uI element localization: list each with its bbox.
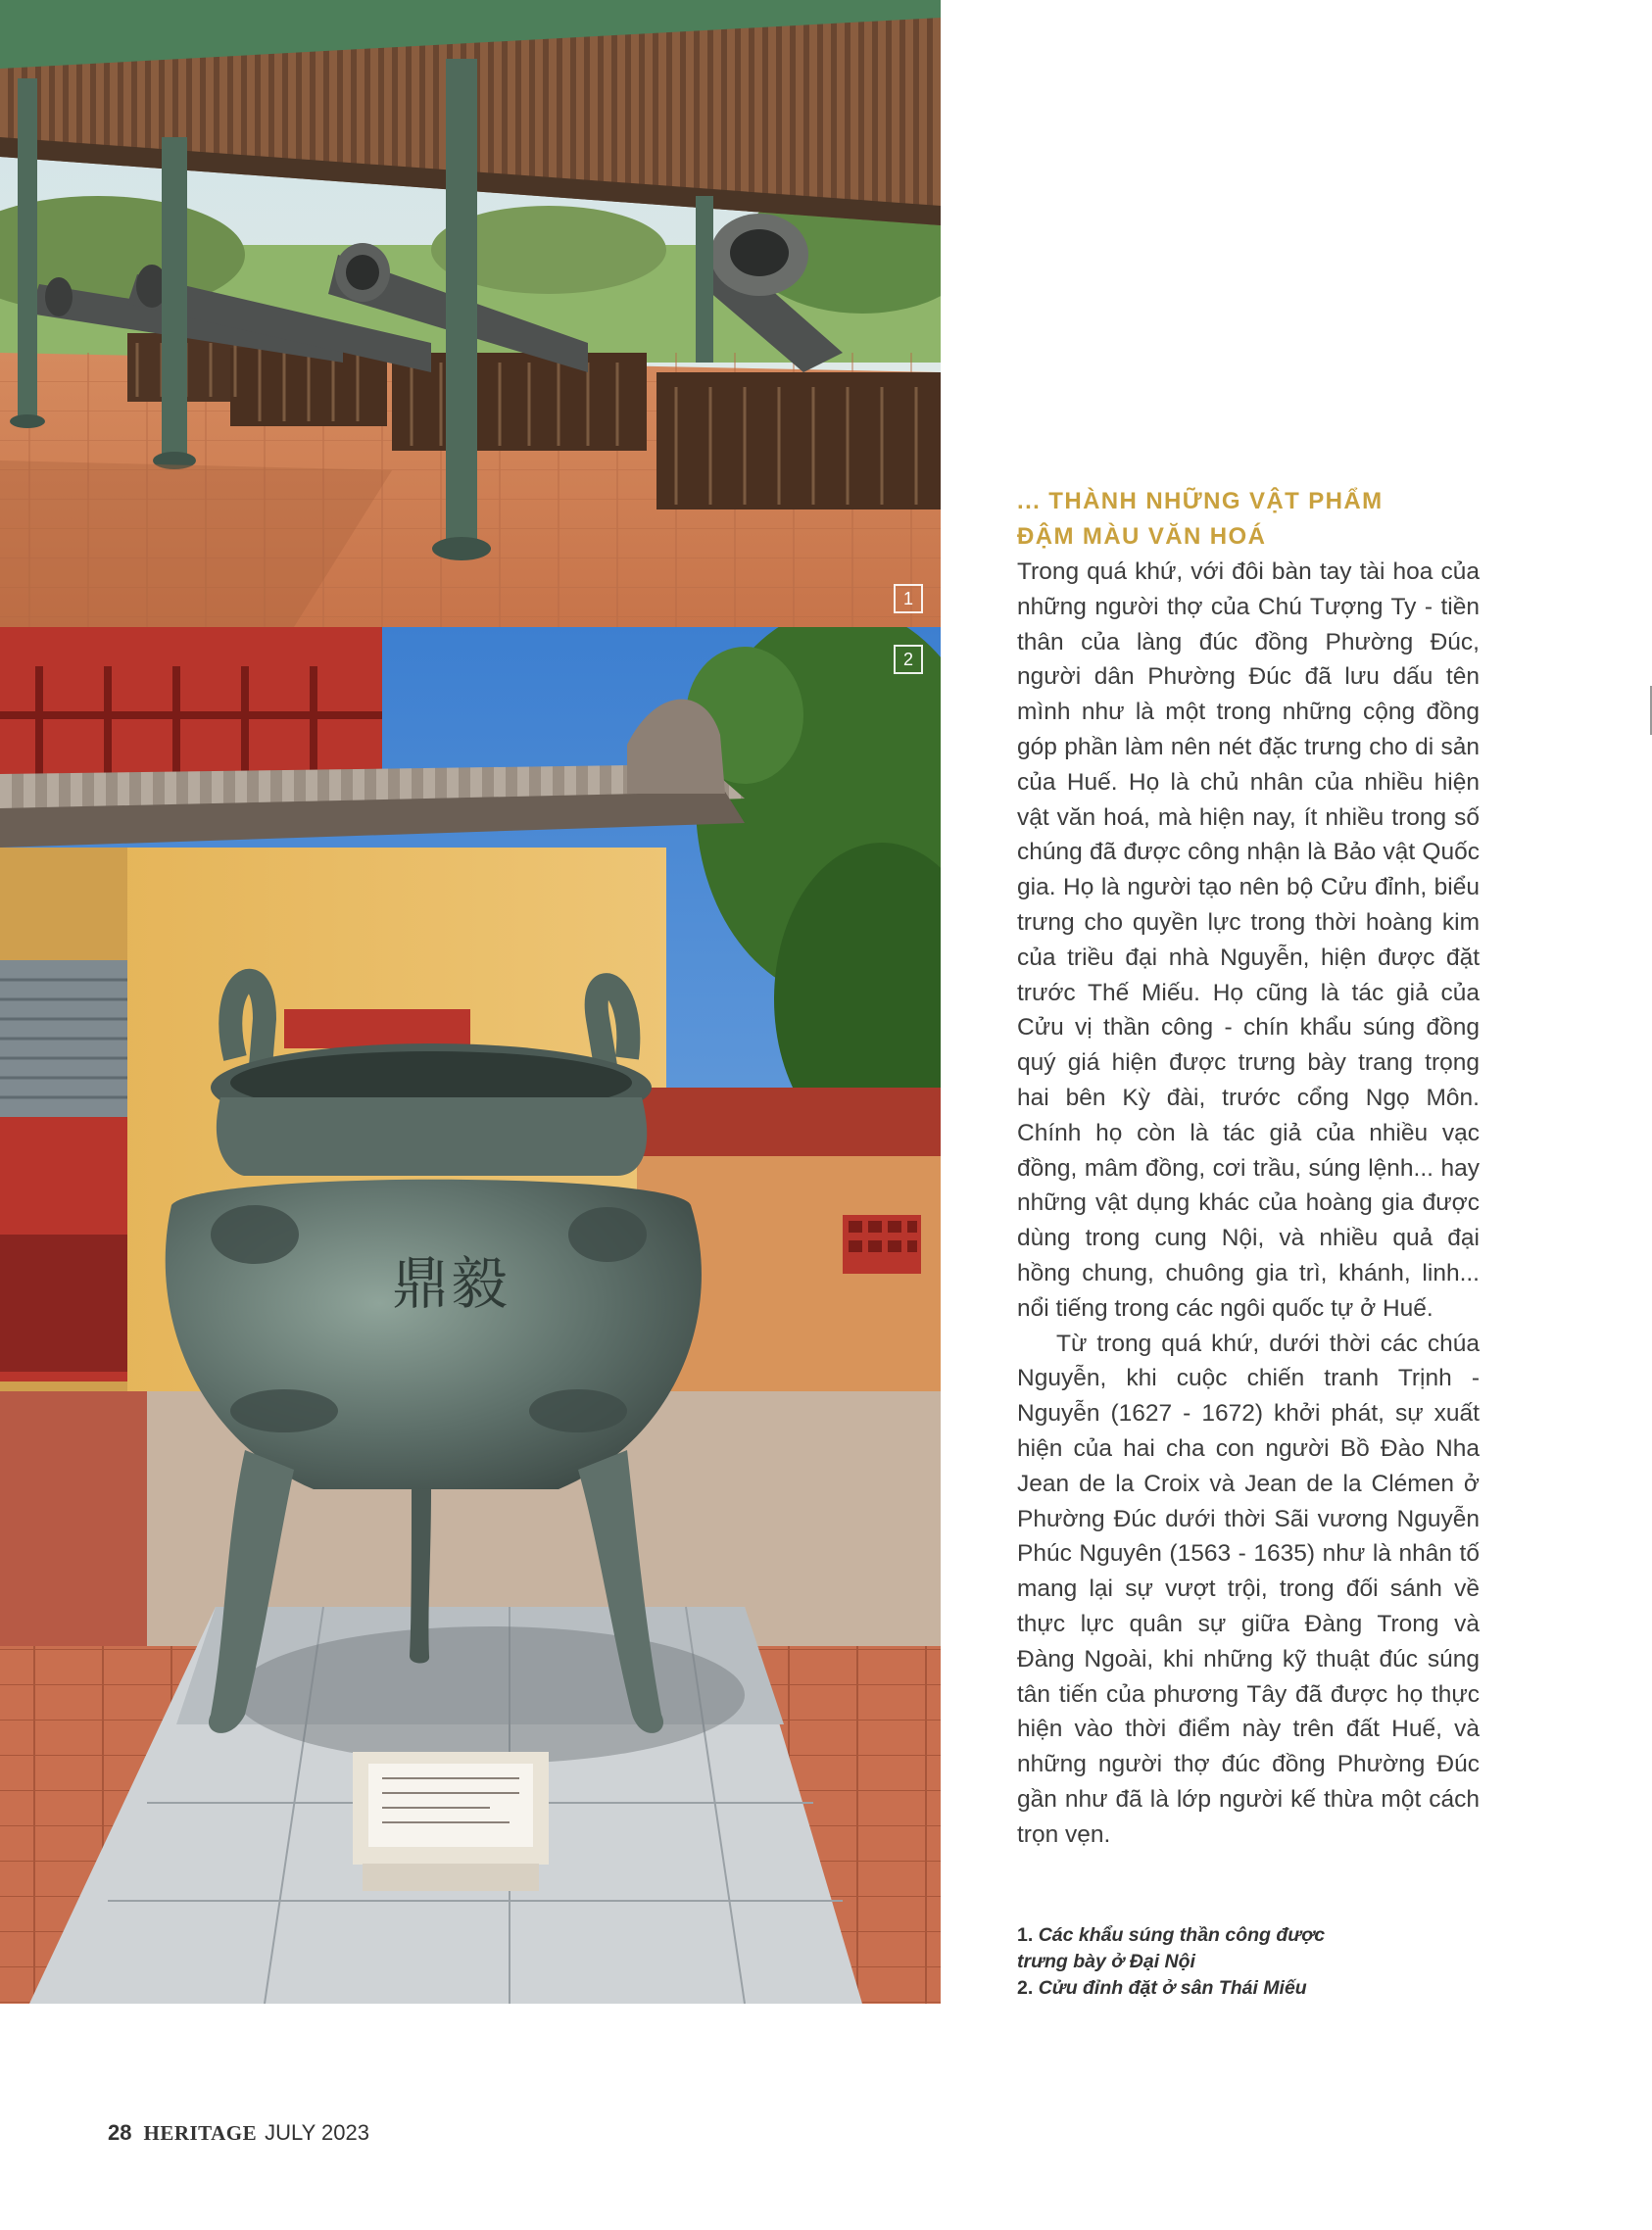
issue-date: JULY 2023 <box>265 2120 369 2145</box>
caption-1-number: 1. <box>1017 1924 1034 1946</box>
photo-bronze-urn <box>0 627 941 2004</box>
article-paragraph-1: Trong quá khứ, với đôi bàn tay tài hoa của những người thợ của Chú Tượng Ty - tiền thân của làng đúc đồng Phường Đúc, người dân Phường Đúc đã lưu dấu tên mình như là một trong những cộng đồng góp phần làm nên nét đặc trưng cho di sản của Huế. Họ là chủ nhân của nhiều hiện vật văn hoá, mà hiện nay, ít nhiều trong số chúng đã được công nhận là Bảo vật Quốc gia. Họ là người tạo nên bộ Cửu đỉnh, biểu trưng cho quyền lực trong thời hoàng kim của triều đại nhà Nguyễn, hiện được đặt trước Thế Miếu. Họ cũng là tác giả của Cửu vị thần công - chín khẩu súng đồng quý giá hiện được trưng bày trang trọng hai bên Kỳ đài, trước cổng Ngọ Môn. Chính họ còn là tác giả của nhiều vạc đồng, mâm đồng, cơi trầu, súng lệnh... hay những vật dụng khác của hoàng gia được dùng trong cung Nội, và nhiều quả đại hồng chung, chuông gia trì, khánh, linh... nổi tiếng trong các ngôi quốc tự ở Huế. <box>1017 558 1480 1322</box>
photo-number-badge-2: 2 <box>894 645 923 674</box>
caption-2-text: Cửu đỉnh đặt ở sân Thái Miếu <box>1038 1977 1307 1999</box>
article-body <box>1017 555 1480 1852</box>
photo-number-badge-1: 1 <box>894 584 923 613</box>
caption-2 <box>1017 1975 1429 2002</box>
article-paragraph-2: Từ trong quá khứ, dưới thời các chúa Nguyễn, khi cuộc chiến tranh Trịnh - Nguyễn (1627 - 1672) khởi phát, sự xuất hiện của hai cha con người Bồ Đào Nha Jean de la Croix và Jean de la Clémen ở Phường Đúc dưới thời Sãi vương Nguyễn Phúc Nguyên (1563 - 1635) như là nhân tố mang lại sự vượt trội, trong đối sánh về thực lực quân sự giữa Đàng Trong và Đàng Ngoài, khi những kỹ thuật đúc súng tân tiến của phương Tây đã được họ thực hiện vào thời điểm này trên đất Huế, và những người thợ đúc đồng Phường Đúc gần như đã là lớp người kế thừa một cách trọn vẹn. <box>1017 1330 1480 1848</box>
section-heading-line-1: ... THÀNH NHỮNG VẬT PHẨM <box>1017 488 1384 514</box>
page-folio <box>108 2120 369 2146</box>
photo-captions <box>1017 1922 1429 2002</box>
magazine-name: HERITAGE <box>143 2121 258 2145</box>
photo-cannons-pavilion <box>0 0 941 627</box>
section-heading <box>1017 484 1527 555</box>
caption-1-line-1 <box>1017 1922 1429 1949</box>
caption-1-line-2: trưng bày ở Đại Nội <box>1017 1951 1195 1972</box>
svg-text:鼎: 鼎 <box>392 1250 450 1317</box>
svg-text:毅: 毅 <box>451 1250 509 1317</box>
section-heading-line-2: ĐẬM MÀU VĂN HOÁ <box>1017 523 1267 550</box>
page-number: 28 <box>108 2120 132 2145</box>
caption-2-number: 2. <box>1017 1977 1034 1999</box>
caption-1-text: Các khẩu súng thần công được <box>1038 1924 1326 1946</box>
